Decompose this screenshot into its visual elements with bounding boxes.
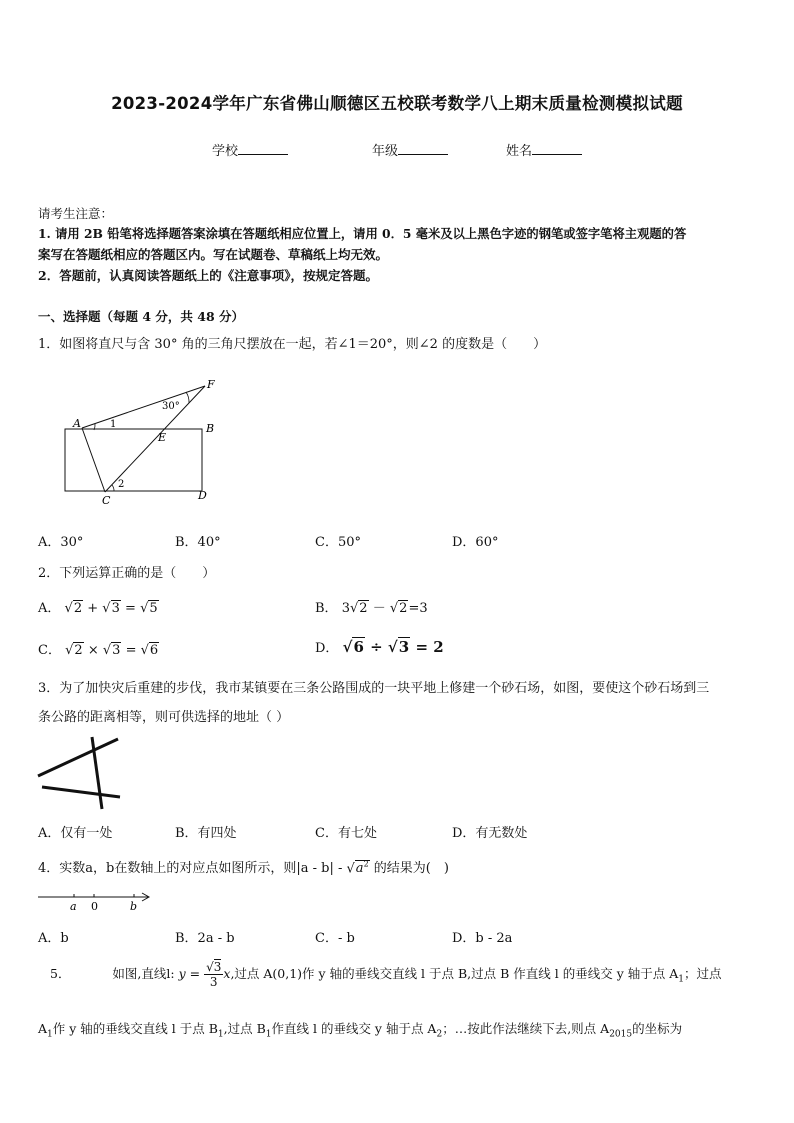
- axis-label-a: a: [70, 900, 77, 913]
- q2-option-c-expr: √2 × √3 = √6: [65, 643, 159, 658]
- triangle-side-ac: [82, 428, 105, 492]
- axis-label-b: b: [130, 900, 138, 913]
- q2-option-a: [38, 597, 159, 616]
- op-a: +: [87, 601, 99, 616]
- rad-d1: 6: [353, 638, 364, 656]
- school-label: 学校: [212, 144, 239, 159]
- q4-option-d: D．b - 2a: [452, 931, 513, 946]
- label-d: D: [198, 489, 207, 502]
- label-angle-2: 2: [118, 479, 125, 490]
- notice-heading: 请考生注意：: [38, 206, 114, 221]
- q5-l2-a: A: [38, 1021, 48, 1036]
- q5-number: 5．: [50, 966, 71, 981]
- rad-c1: 2: [74, 643, 83, 658]
- angle-30-arc: [186, 392, 189, 403]
- q4-rad: a: [355, 861, 364, 876]
- q5-fraction: $\frac{√3}{3}$: [206, 960, 222, 989]
- rad-a2: 3: [111, 601, 120, 616]
- q3-stem-line-1: 3．为了加快灾后重建的步伐，我市某镇要在三条公路围成的一块平地上修建一个砂石场，如图，要使这个砂石场到三: [38, 681, 710, 696]
- rad-b2: 2: [399, 601, 408, 616]
- name-label: 姓名: [506, 144, 533, 159]
- q5-equation: [178, 960, 231, 989]
- eq-c: =: [125, 643, 137, 658]
- name-field: [506, 140, 582, 159]
- q5-x: x: [223, 966, 231, 981]
- q2-option-b-label: B．: [315, 601, 338, 616]
- rad-a3: 5: [149, 601, 158, 616]
- q2-option-a-expr: √2 + √3 = √5: [64, 601, 158, 616]
- label-angle-30: 30°: [162, 401, 180, 412]
- q5-y: y =: [178, 966, 201, 981]
- section-heading: 一、选择题（每题 4 分，共 48 分）: [38, 309, 245, 324]
- op-b: －: [372, 601, 386, 616]
- notice-item-1-line-1: 1. 请用 2B 铅笔将选择题答案涂填在答题纸相应位置上，请用 0．5 毫米及以上黑色字迹的钢笔或签字笔将主观题的答: [38, 226, 687, 241]
- q3-option-a: A．仅有一处: [38, 826, 113, 841]
- q5-line-2: $A_1$作 y 轴的垂线交直线 l 于点 $B_1$,过点 $B_1$作直线 l 的垂线交 y 轴于点 $A_2$；…按此作法继续下去,则点 $A_{2015}$的坐标为: [38, 1021, 683, 1040]
- q5-line-1: [50, 960, 721, 989]
- q1-option-d: D．60°: [452, 535, 499, 550]
- q4-option-a: A．b: [38, 931, 69, 946]
- label-a: A: [73, 417, 81, 430]
- q4-stem-pre: 4．实数a，b在数轴上的对应点如图所示，则|a - b| -: [38, 861, 343, 876]
- rad-b1: 2: [359, 601, 368, 616]
- q3-stem-line-2: 条公路的距离相等，则可供选择的地址（ ）: [38, 710, 290, 725]
- q1-option-c: C．50°: [315, 535, 361, 550]
- eq-a: =: [125, 601, 136, 616]
- q3-option-d: D．有无数处: [452, 826, 528, 841]
- q2-option-d-expr: √6 ÷ √3 = 2: [342, 638, 444, 656]
- q4-stem-post: 的结果为( ): [373, 861, 449, 876]
- q3-option-b: B．有四处: [175, 826, 237, 841]
- q4-sqrt: $√a^2$: [346, 859, 369, 876]
- name-blank: [532, 144, 582, 155]
- q1-stem: 1．如图将直尺与含 30° 角的三角尺摆放在一起，若∠1＝20°，则∠2 的度数是（ ）: [38, 337, 547, 352]
- q5-pre: 如图,直线l:: [112, 966, 175, 981]
- school-blank: [238, 144, 288, 155]
- angle-2-arc: [112, 485, 114, 491]
- grade-blank: [398, 144, 448, 155]
- q2-option-d-label: D．: [315, 641, 339, 656]
- q4-option-b: B．2a - b: [175, 931, 235, 946]
- q2-option-a-label: A．: [38, 601, 61, 616]
- q4-number-line: [36, 886, 156, 916]
- rad-c3: 6: [149, 643, 159, 658]
- q2-option-b: [315, 597, 428, 616]
- page-title: 2023-2024学年广东省佛山顺德区五校联考数学八上期末质量检测模拟试题: [111, 94, 683, 113]
- q2-stem: 2．下列运算正确的是（ ）: [38, 566, 216, 581]
- pre-b: 3: [341, 601, 350, 616]
- q4-option-c: C．- b: [315, 931, 355, 946]
- q3-option-c: C．有七处: [315, 826, 377, 841]
- q2-option-b-expr: 3√2 － √2=3: [341, 601, 428, 616]
- q1-figure: [58, 375, 228, 505]
- axis-label-zero: 0: [91, 900, 98, 913]
- eq-d: = 2: [415, 638, 444, 656]
- grade-field: [372, 140, 448, 159]
- notice-item-1-line-2: 案写在答题纸相应的答题区内。写在试题卷、草稿纸上均无效。: [38, 247, 389, 262]
- label-b: B: [206, 422, 215, 435]
- label-angle-1: 1: [110, 419, 117, 430]
- notice-item-2: 2．答题前，认真阅读答题纸上的《注意事项》，按规定答题。: [38, 268, 378, 283]
- q5-frac-num: 3: [213, 960, 222, 974]
- rad-c2: 3: [112, 643, 121, 658]
- op-c: ×: [87, 643, 99, 658]
- rad-d2: 3: [398, 638, 410, 656]
- grade-label: 年级: [372, 144, 399, 159]
- q2-option-d: [315, 637, 444, 656]
- q2-option-c: [38, 639, 159, 658]
- q3-roads-figure: [36, 735, 126, 813]
- label-c: C: [102, 494, 111, 505]
- label-f: F: [207, 378, 215, 391]
- label-e: E: [158, 431, 167, 444]
- triangle-side-fc: [105, 386, 205, 492]
- q1-option-a: A．30°: [38, 535, 84, 550]
- eq-b: =3: [408, 601, 428, 616]
- q4-exp: 2: [363, 859, 369, 869]
- q5-post-tail: ；过点: [683, 966, 722, 981]
- q2-option-c-label: C．: [38, 643, 61, 658]
- q1-option-b: B．40°: [175, 535, 221, 550]
- rad-a1: 2: [73, 601, 83, 616]
- q5-post-sub: 1: [678, 974, 684, 985]
- q4-stem: [38, 857, 449, 876]
- op-d: ÷: [370, 638, 383, 656]
- school-field: [212, 140, 288, 159]
- q5-frac-den: 3: [209, 975, 218, 989]
- q5-post: ,过点 A(0,1)作 y 轴的垂线交直线 l 于点 B,过点 B 作直线 l 的垂线交 y 轴于点 A: [230, 966, 679, 981]
